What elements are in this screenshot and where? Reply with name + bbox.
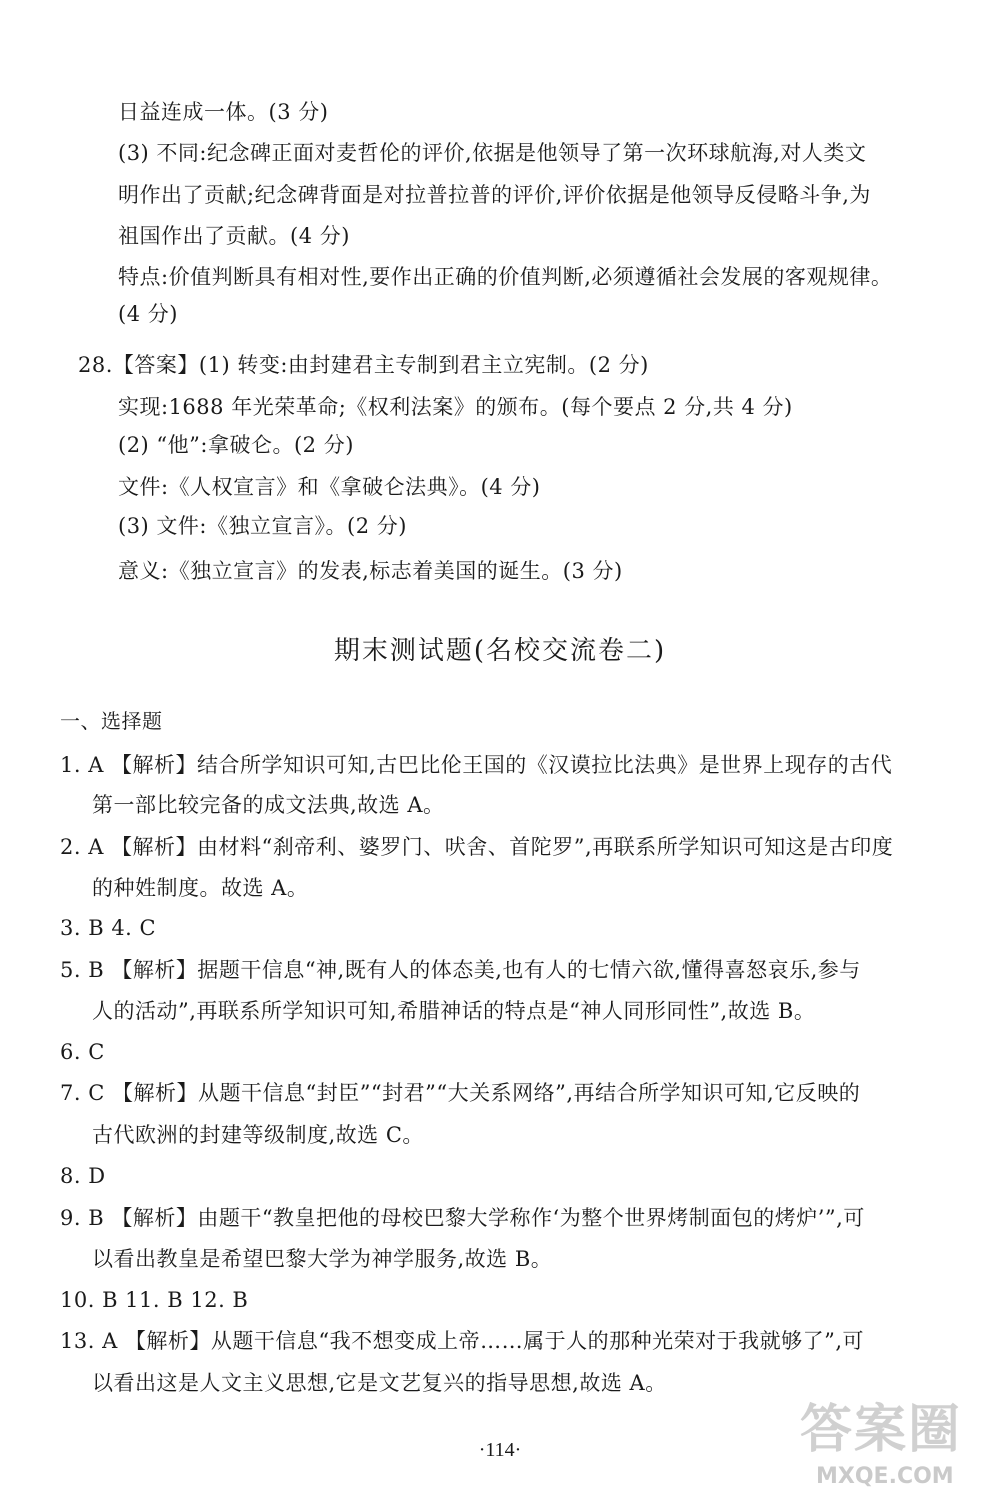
answer-7-line-1: 7. C 【解析】从题干信息“封臣”“封君”“大关系网络”,再结合所学知识可知,它反映的 xyxy=(60,1081,861,1105)
section-title: 期末测试题(名校交流卷二) xyxy=(333,636,667,666)
watermark-url: MXQE.COM xyxy=(816,1464,954,1489)
answer-3-4: 3. B 4. C xyxy=(60,916,157,940)
page-number: ·114· xyxy=(478,1439,522,1461)
part-heading: 一、选择题 xyxy=(60,709,163,733)
answer-8: 8. D xyxy=(60,1164,106,1188)
q28-answer-line-3: (2) “他”:拿破仑。(2 分) xyxy=(118,433,354,457)
answer-2-line-2: 的种姓制度。故选 A。 xyxy=(92,876,309,900)
continuation-line-4: 祖国作出了贡献。(4 分) xyxy=(118,224,350,248)
answer-1-line-1: 1. A 【解析】结合所学知识可知,古巴比伦王国的《汉谟拉比法典》是世界上现存的古代 xyxy=(60,753,893,777)
answer-13-line-2: 以看出这是人文主义思想,它是文艺复兴的指导思想,故选 A。 xyxy=(92,1371,667,1395)
continuation-line-2: (3) 不同:纪念碑正面对麦哲伦的评价,依据是他领导了第一次环球航海,对人类文 xyxy=(118,141,867,165)
answer-9-line-1: 9. B 【解析】由题干“教皇把他的母校巴黎大学称作‘为整个世界烤制面包的烤炉’”,可 xyxy=(60,1206,865,1230)
answer-10-12: 10. B 11. B 12. B xyxy=(60,1288,249,1312)
q28-answer-line-2: 实现:1688 年光荣革命;《权利法案》的颁布。(每个要点 2 分,共 4 分) xyxy=(118,395,793,419)
q28-answer-line-5: (3) 文件:《独立宣言》。(2 分) xyxy=(118,514,407,538)
q28-answer-line-6: 意义:《独立宣言》的发表,标志着美国的诞生。(3 分) xyxy=(118,559,623,583)
continuation-line-3: 明作出了贡献;纪念碑背面是对拉普拉普的评价,评价依据是他领导反侵略斗争,为 xyxy=(118,183,871,207)
continuation-line-5: 特点:价值判断具有相对性,要作出正确的价值判断,必须遵循社会发展的客观规律。 xyxy=(118,265,893,289)
answer-6: 6. C xyxy=(60,1040,105,1064)
answer-9-line-2: 以看出教皇是希望巴黎大学为神学服务,故选 B。 xyxy=(92,1247,553,1271)
answer-2-line-1: 2. A 【解析】由材料“刹帝利、婆罗门、吠舍、首陀罗”,再联系所学知识可知这是古印度 xyxy=(60,835,894,859)
watermark xyxy=(800,1400,990,1495)
watermark-text: 答案圈 xyxy=(800,1400,963,1460)
continuation-line-6: (4 分) xyxy=(118,302,178,326)
q28-answer-line-4: 文件:《人权宣言》和《拿破仑法典》。(4 分) xyxy=(118,475,541,499)
continuation-line-1: 日益连成一体。(3 分) xyxy=(118,100,329,124)
answer-1-line-2: 第一部比较完备的成文法典,故选 A。 xyxy=(92,793,445,817)
answer-13-line-1: 13. A 【解析】从题干信息“我不想变成上帝……属于人的那种光荣对于我就够了”,可 xyxy=(60,1329,865,1353)
answer-7-line-2: 古代欧洲的封建等级制度,故选 C。 xyxy=(92,1123,424,1147)
answer-5-line-2: 人的活动”,再联系所学知识可知,希腊神话的特点是“神人同形同性”,故选 B。 xyxy=(92,999,816,1023)
q28-answer-line-1: 28.【答案】(1) 转变:由封建君主专制到君主立宪制。(2 分) xyxy=(78,353,649,377)
answer-5-line-1: 5. B 【解析】据题干信息“神,既有人的体态美,也有人的七情六欲,懂得喜怒哀乐,参与 xyxy=(60,958,861,982)
